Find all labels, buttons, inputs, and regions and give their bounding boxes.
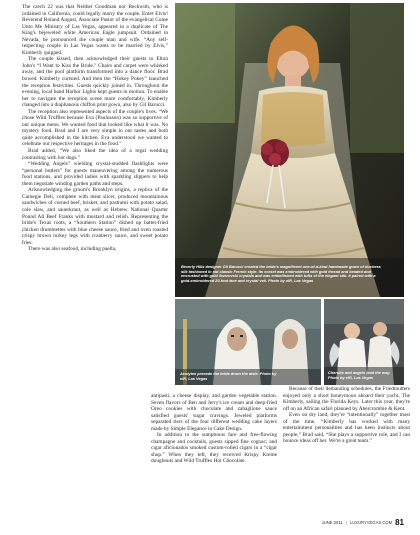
- bride-photo-art: [175, 3, 404, 297]
- folio-separator: |: [345, 520, 347, 525]
- acolytes-photo: [175, 299, 321, 385]
- paragraph: The reception also represented aspects of the couple's lives. “We chose Wild Truffles because Eva (Paulusson) was so supportive of our unique menu. We wanted food that looked like what it was. No mystery food. Brad and I are very simple in our tastes and both quite accomplished in the kitchen. Eva understood we wanted to celebrate our respective heritages in the food.”: [22, 108, 168, 148]
- paragraph: The czech 22 was that Neither Goodman nor Beckwith, who is ordained in California, could legally marry the couple. Enter Elvis! Reverend Roland August, Associate Pastor of the evangelical Come Unto Me Ministry of Las Vegas, appeared in a duplicate of The King's bejeweled white American Eagle jumpsuit. Ordained in Nevada, he pronounced the couple man and wife. “Any self-respecting couple in Las Vegas wants to be married by Elvis,” Kimberly quipped.: [22, 4, 168, 56]
- paragraph: Brad added, “We also liked the idea of a regal wedding contrasting with hot dogs.”: [22, 148, 168, 161]
- bride-photo: [175, 3, 404, 297]
- bride-photo-caption: Beverly Hills designer Gil Barucci created the bride's magnificent one-of-a-kind handmade gown of duchess silk fashioned in old classic French style. Its corset was embroidered with gold thread and beaded and encrusted with gold Swarovski crystals and was embellished with tufts of the elegant silk. It paired with a gold-embroidered 20-foot lace and crystal veil. Photo by elR, Las Vegas: [181, 264, 381, 283]
- article-column-left: [22, 4, 168, 510]
- page-number: 81: [395, 518, 404, 527]
- paragraph: “Wedding Angels” wielding crystal-studded flashlights were “personal butlers” for guests maneuvering among the numerous food stations, and provided ladies with sparkling slippers to help them negotiate winding garden paths and steps.: [22, 161, 168, 187]
- paragraph: In addition to the sumptuous fare and free-flowing champagne and cocktails, guests sipped fine cognac; and cigar aficionados smoked custom-rolled cigars in a “cigar shop.” When they left, they received Krispy Kreme doughnuts and Wild Truffles Hot Chocolate.: [151, 432, 277, 465]
- paragraph: The couple kissed, then acknowledged their guests to Elton John's “I Want to Kiss the Bride.” Chairs and carpet were whisked away, and the pool platform transformed into a dance floor. Brad bowed. Kimberly curtsied. And then the “Hokey Pokey” launched the reception festivities. Guests quickly joined in. Throughout the evening, local band Harbor Lights kept guests in motion. To enable her to navigate the reception scene more comfortably, Kimberly changed into a diaphanous chiffon print gown, also by Gil Barucci.: [22, 56, 168, 109]
- article-column-right: [283, 386, 410, 506]
- article-column-middle: [151, 393, 277, 513]
- paragraph: Acknowledging the groom's Brooklyn origins, a replica of the Carnegie Deli, complete with meat slicer, produced mountainous sandwiches of corned beef, brisket, and pastrami with potato salad, cole slaw, and sauerkraut, as well as Hebrew National Quarter Pound All Beef Franks with mustard and relish. Representing the bride's Texas roots, a “Southern Station” dished up batter-fried chicken drummettes with blue cheese sauce, fried and oven roasted crispy brown turkey legs with cranberry sauce, and sweet potato fries.: [22, 187, 168, 246]
- issue-date: JUNE 2011: [321, 520, 343, 525]
- paragraph: antipasti, a cheese display, and garden vegetable station. Seven flavors of Ben and Jerry's ice cream and deep-fried Oreo cookies with chocolate and zabaglione sauce satisfied guests' sugar cravings. Jeweled platforms separated tiers of the four different wedding cake layers made by Simple Elegance in Cake Design.: [151, 393, 277, 432]
- paragraph: There was also seafood, including paella,: [28, 246, 117, 253]
- cherubs-photo: [324, 299, 404, 385]
- paragraph: Because of their demanding schedules, the Friedmutters enjoyed only a short honeymoon aboard their yacht, The Kimberly, sailing the Florida Keys. Later this year, they're off on an African safari planned by Abercrombie & Kent.: [283, 386, 410, 412]
- acolytes-photo-caption: Acolytes precede the bride down the aisle. Photo by elR, Las Vegas: [180, 371, 277, 381]
- publication-name: LUXURYVEGAS.COM: [349, 520, 393, 525]
- cherubs-photo-caption: Cherubs and angels lead the way. Photo by elR, Las Vegas: [328, 370, 391, 380]
- paragraph: Even on dry land, they're “intentionally” together most of the time. “Kimberly has worked with many entertainment personalities and has keen instincts about people,” Brad said. “She plays a supportive role, and I can bounce ideas off her. We're a great team.”: [283, 412, 410, 445]
- page-folio: [322, 518, 404, 527]
